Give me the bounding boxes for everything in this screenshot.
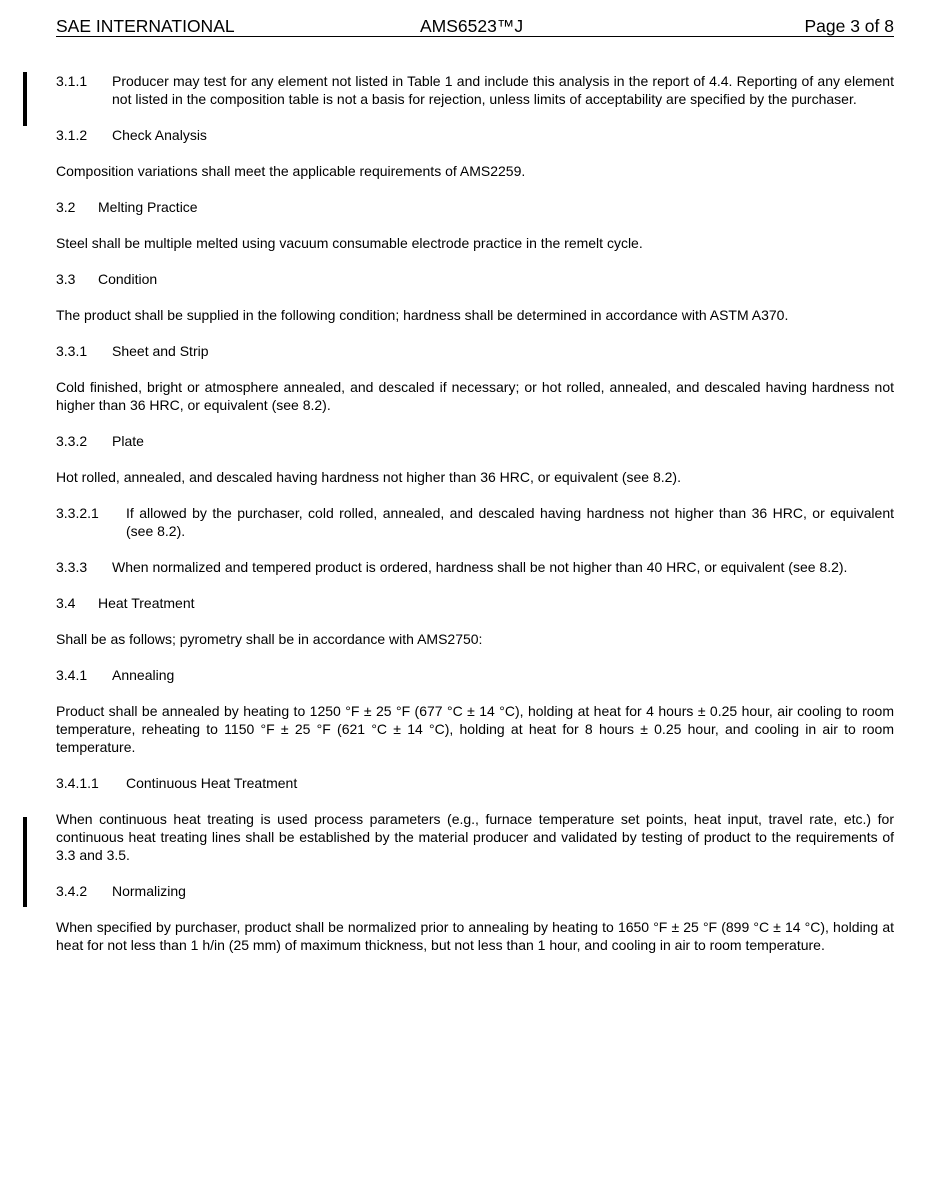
- section-text: When normalized and tempered product is ordered, hardness shall be not higher than 40 HRC, or equivalent (see 8.2).: [112, 559, 848, 575]
- section-heading: Plate: [112, 433, 144, 449]
- section-number: 3.3: [56, 271, 76, 287]
- section-heading: Sheet and Strip: [112, 343, 209, 359]
- section-number: 3.1.1: [56, 73, 88, 89]
- header-org: SAE INTERNATIONAL: [56, 16, 235, 36]
- paragraph: Product shall be annealed by heating to 1250 °F ± 25 °F (677 °C ± 14 °C), holding at heat for 4 hours ± 0.25 hour, air cooling to room temperature, reheating to 1150 °F ± 25 °F (621 °C ± 14 °C), holding at heat for 8 hours ± 0.25 hour, and cooling in air to room temperature.: [56, 703, 894, 755]
- header-doc-id: AMS6523™J: [420, 16, 524, 36]
- paragraph: When continuous heat treating is used process parameters (e.g., furnace temperature set points, heat input, travel rate, etc.) for continuous heat treating lines shall be established by the material producer and validated by testing of product to the requirements of 3.3 and 3.5.: [56, 811, 894, 863]
- heading-3-4-1-1: [56, 774, 894, 792]
- section-number: 3.1.2: [56, 127, 88, 143]
- section-number: 3.3.2.1: [56, 505, 99, 521]
- section-heading: Check Analysis: [112, 127, 207, 143]
- section-text: If allowed by the purchaser, cold rolled, annealed, and descaled having hardness not higher than 36 HRC, or equivalent (see 8.2).: [126, 505, 894, 539]
- heading-3-2: [56, 198, 894, 216]
- section-heading: Melting Practice: [98, 199, 198, 215]
- paragraph: Composition variations shall meet the applicable requirements of AMS2259.: [56, 163, 526, 179]
- heading-3-1-2: [56, 126, 894, 144]
- paragraph: Steel shall be multiple melted using vacuum consumable electrode practice in the remelt cycle.: [56, 235, 643, 251]
- paragraph: Hot rolled, annealed, and descaled having hardness not higher than 36 HRC, or equivalent (see 8.2).: [56, 469, 681, 485]
- section-3-3-3: [56, 558, 894, 576]
- heading-3-4: [56, 594, 894, 612]
- section-number: 3.3.2: [56, 433, 88, 449]
- section-heading: Heat Treatment: [98, 595, 195, 611]
- section-heading: Condition: [98, 271, 158, 287]
- section-number: 3.4.1.1: [56, 775, 99, 791]
- section-text: Producer may test for any element not listed in Table 1 and include this analysis in the report of 4.4. Reporting of any element not listed in the composition table is not a basis for rejection, unless limits of acceptability are specified by the purchaser.: [112, 73, 894, 107]
- document-body: [56, 72, 894, 954]
- section-number: 3.4: [56, 595, 76, 611]
- section-3-1-1: [56, 72, 894, 108]
- heading-3-4-2: [56, 882, 894, 900]
- change-bar: [23, 72, 27, 126]
- change-bar: [23, 817, 27, 907]
- heading-3-3-1: [56, 342, 894, 360]
- section-number: 3.3.3: [56, 559, 88, 575]
- page-header: [56, 16, 894, 37]
- section-number: 3.2: [56, 199, 76, 215]
- header-page-number: Page 3 of 8: [804, 16, 894, 36]
- section-heading: Annealing: [112, 667, 175, 683]
- heading-3-3-2: [56, 432, 894, 450]
- section-3-3-2-1: [56, 504, 894, 540]
- section-number: 3.3.1: [56, 343, 88, 359]
- paragraph: Shall be as follows; pyrometry shall be in accordance with AMS2750:: [56, 631, 483, 647]
- paragraph: When specified by purchaser, product shall be normalized prior to annealing by heating to 1650 °F ± 25 °F (899 °C ± 14 °C), holding at heat for not less than 1 h/in (25 mm) of maximum thickness, but not less than 1 hour, and cooling in air to room temperature.: [56, 919, 894, 953]
- paragraph: The product shall be supplied in the following condition; hardness shall be determined in accordance with ASTM A370.: [56, 307, 789, 323]
- heading-3-4-1: [56, 666, 894, 684]
- heading-3-3: [56, 270, 894, 288]
- section-number: 3.4.1: [56, 667, 88, 683]
- section-heading: Normalizing: [112, 883, 186, 899]
- paragraph: Cold finished, bright or atmosphere annealed, and descaled if necessary; or hot rolled, annealed, and descaled having hardness not higher than 36 HRC, or equivalent (see 8.2).: [56, 379, 894, 413]
- section-number: 3.4.2: [56, 883, 88, 899]
- section-heading: Continuous Heat Treatment: [126, 775, 298, 791]
